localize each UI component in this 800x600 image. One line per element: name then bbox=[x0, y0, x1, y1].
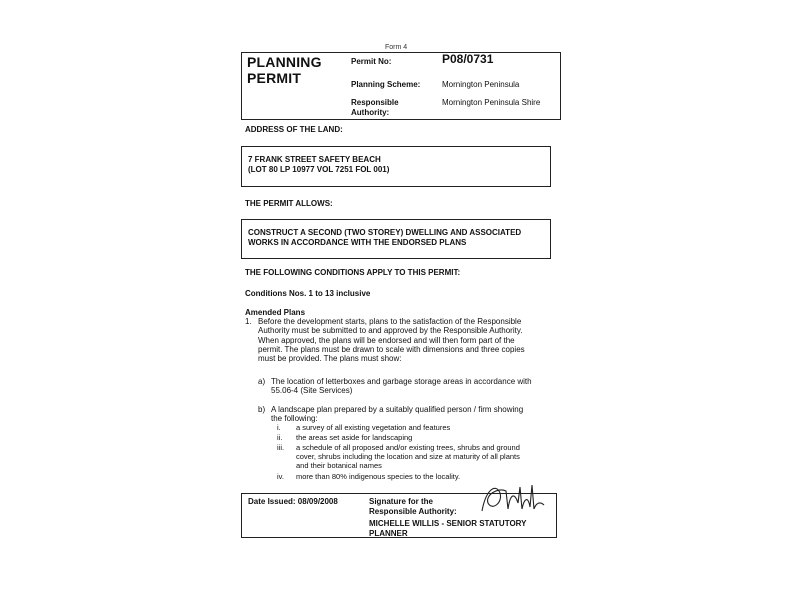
sub-item-ii-text: the areas set aside for landscaping bbox=[296, 433, 413, 442]
condition-1-line: must be provided. The plans must show: bbox=[258, 354, 402, 364]
address-line2: (LOT 80 LP 10977 VOL 7251 FOL 001) bbox=[248, 165, 390, 174]
allows-heading: THE PERMIT ALLOWS: bbox=[245, 199, 333, 208]
item-a-line: The location of letterboxes and garbage storage areas in accordance with bbox=[271, 377, 532, 386]
condition-1-line: Authority must be submitted to and approved by the Responsible Authority. bbox=[258, 326, 523, 336]
sub-item-i-text: a survey of all existing vegetation and features bbox=[296, 423, 451, 432]
title-line2: PERMIT bbox=[247, 70, 302, 86]
permit-title bbox=[247, 54, 322, 86]
sub-item-iii-line: a schedule of all proposed and/or existing trees, shrubs and ground bbox=[296, 443, 520, 452]
signer-line: PLANNER bbox=[369, 528, 408, 538]
address-heading: ADDRESS OF THE LAND: bbox=[245, 125, 343, 134]
item-a-text bbox=[271, 377, 571, 396]
item-b-line: the following: bbox=[271, 414, 318, 424]
permit-no-label: Permit No: bbox=[351, 57, 392, 66]
conditions-range: Conditions Nos. 1 to 13 inclusive bbox=[245, 289, 371, 298]
signer-name bbox=[369, 519, 549, 538]
condition-1-line: Before the development starts, plans to the satisfaction of the Responsible bbox=[258, 317, 522, 326]
address-box bbox=[241, 146, 551, 187]
signer-line: MICHELLE WILLIS - SENIOR STATUTORY bbox=[369, 519, 527, 528]
conditions-heading: THE FOLLOWING CONDITIONS APPLY TO THIS PERMIT: bbox=[245, 268, 461, 277]
form-number: Form 4 bbox=[385, 44, 408, 51]
scheme-label: Planning Scheme: bbox=[351, 80, 421, 89]
item-b-line: A landscape plan prepared by a suitably qualified person / firm showing bbox=[271, 405, 524, 414]
sub-item-iii-line: cover, shrubs including the location and size at maturity of all plants bbox=[296, 452, 520, 461]
signature-label bbox=[369, 497, 457, 516]
permit-no-value: P08/0731 bbox=[442, 52, 494, 66]
sub-item-iii-text bbox=[296, 443, 566, 470]
authority-value: Mornington Peninsula Shire bbox=[442, 98, 541, 107]
condition-1-text bbox=[258, 317, 568, 363]
sub-item-iv-text: more than 80% indigenous species to the locality. bbox=[296, 472, 461, 481]
condition-1-number: 1. bbox=[245, 317, 252, 326]
title-line1: PLANNING bbox=[247, 54, 322, 70]
handwritten-signature bbox=[478, 481, 548, 515]
signature-label-line: Responsible Authority: bbox=[369, 506, 457, 516]
sub-item-iii-number: iii. bbox=[277, 443, 285, 452]
amended-plans-heading: Amended Plans bbox=[245, 308, 306, 317]
permit-header bbox=[241, 52, 561, 120]
authority-label-line2: Authority: bbox=[351, 108, 390, 117]
sub-item-ii-number: ii. bbox=[277, 433, 283, 442]
sub-item-iii-line: and their botanical names bbox=[296, 461, 382, 470]
condition-1-line: permit. The plans must be drawn to scale with dimensions and three copies bbox=[258, 344, 525, 354]
item-b-label: b) bbox=[258, 405, 266, 414]
allows-box bbox=[241, 219, 551, 259]
date-issued: Date Issued: 08/09/2008 bbox=[248, 497, 338, 506]
allows-line1: CONSTRUCT A SECOND (TWO STOREY) DWELLING AND ASSOCIATED bbox=[248, 228, 522, 237]
item-b-text bbox=[271, 405, 571, 424]
authority-label-line1: Responsible bbox=[351, 98, 399, 107]
condition-1-line: When approved, the plans will be endorsed and will then form part of the bbox=[258, 335, 515, 345]
signature-label-line: Signature for the bbox=[369, 497, 434, 506]
allows-line2: WORKS IN ACCORDANCE WITH THE ENDORSED PLANS bbox=[248, 238, 467, 247]
item-a-line: 55.06-4 (Site Services) bbox=[271, 386, 353, 396]
sub-item-iv-number: iv. bbox=[277, 472, 284, 481]
sub-item-i-number: i. bbox=[277, 423, 281, 432]
item-a-label: a) bbox=[258, 377, 266, 386]
scheme-value: Mornington Peninsula bbox=[442, 80, 520, 89]
address-line1: 7 FRANK STREET SAFETY BEACH bbox=[248, 155, 381, 164]
